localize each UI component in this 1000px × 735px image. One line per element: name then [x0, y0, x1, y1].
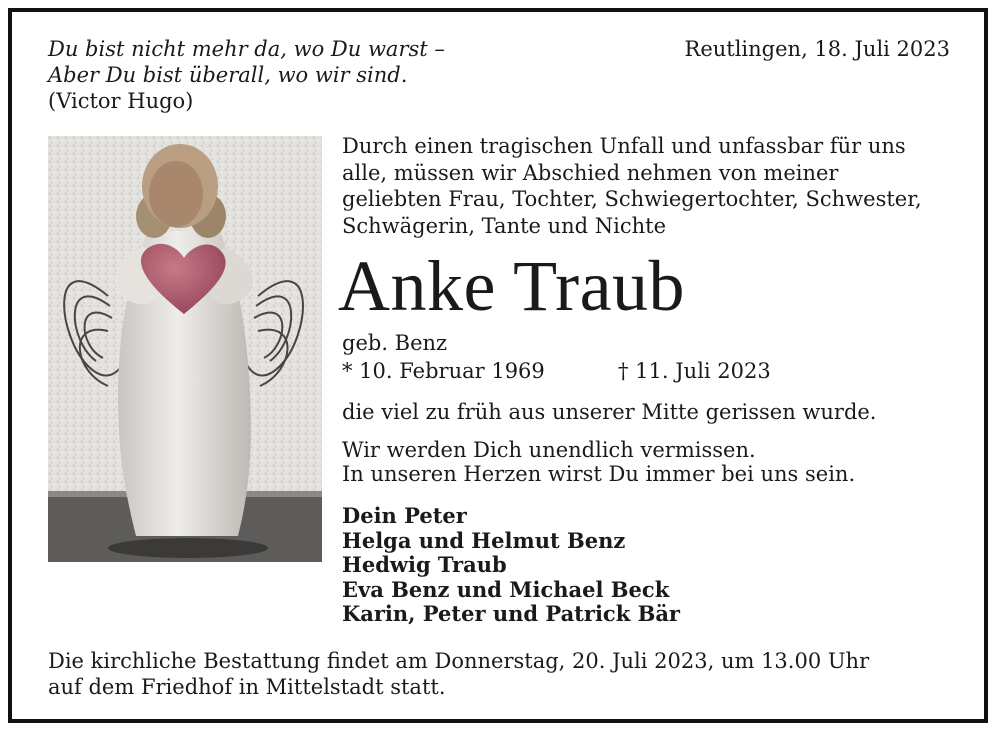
text-line-3: In unseren Herzen wirst Du immer bei uns sein. — [342, 462, 856, 486]
quote-line-1: Du bist nicht mehr da, wo Du warst – — [48, 37, 445, 61]
angel-figurine-photo — [48, 136, 322, 562]
quote-author: (Victor Hugo) — [48, 89, 194, 113]
place-date: Reutlingen, 18. Juli 2023 — [684, 37, 950, 61]
intro-text — [342, 133, 952, 239]
intro-line-1: Durch einen tragischen Unfall und unfassbar für uns — [342, 134, 906, 158]
mourner: Karin, Peter und Patrick Bär — [342, 601, 680, 626]
funeral-line-1: Die kirchliche Bestattung findet am Donnerstag, 20. Juli 2023, um 13.00 Uhr — [48, 649, 870, 673]
birth-name: geb. Benz — [342, 331, 448, 355]
text-line-2: Wir werden Dich unendlich vermissen. — [342, 438, 756, 462]
intro-line-2: alle, müssen wir Abschied nehmen von meiner — [342, 160, 839, 185]
mourner: Eva Benz und Michael Beck — [342, 576, 670, 602]
mourner: Helga und Helmut Benz — [342, 527, 626, 553]
mourner: Dein Peter — [342, 503, 467, 528]
funeral-notice — [48, 648, 948, 700]
text-line-1: die viel zu früh aus unserer Mitte gerissen wurde. — [342, 400, 877, 424]
intro-line-4: Schwägerin, Tante und Nichte — [342, 213, 667, 238]
mourners-list — [342, 504, 680, 627]
mourner: Hedwig Traub — [342, 552, 507, 577]
quote-block — [48, 36, 445, 114]
life-dates — [342, 358, 771, 384]
funeral-line-2: auf dem Friedhof in Mittelstadt statt. — [48, 675, 446, 699]
death-date: † 11. Juli 2023 — [618, 359, 771, 383]
birth-date: * 10. Februar 1969 — [342, 359, 545, 383]
intro-line-3: geliebten Frau, Tochter, Schwiegertochter, Schwester, — [342, 187, 922, 211]
quote-line-2: Aber Du bist überall, wo wir sind. — [48, 63, 408, 87]
deceased-name: Anke Traub — [338, 246, 686, 326]
